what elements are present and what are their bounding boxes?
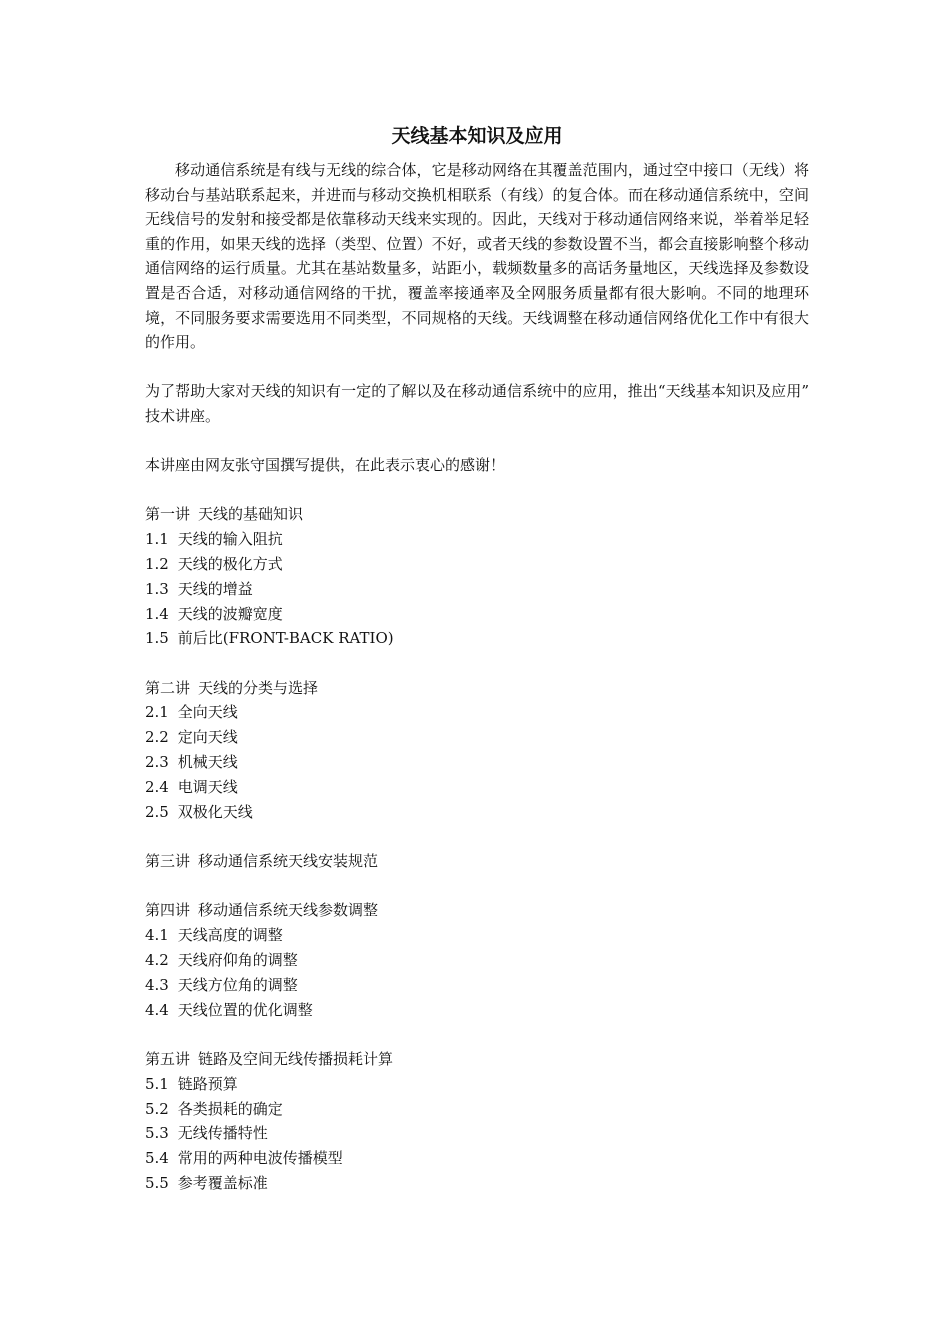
item-number: 5.4 — [145, 1149, 169, 1168]
item-title: 各类损耗的确定 — [177, 1099, 283, 1118]
item-title: 机械天线 — [177, 753, 238, 772]
item-title: 天线的输入阻抗 — [177, 530, 283, 549]
section-gap — [145, 874, 809, 899]
toc-item — [145, 948, 809, 973]
item-title: 无线传播特性 — [177, 1124, 268, 1143]
toc-lecture-heading — [145, 676, 809, 701]
item-title: 电调天线 — [177, 777, 238, 796]
lecture-title: 移动通信系统天线参数调整 — [198, 901, 379, 920]
section-gap — [145, 824, 809, 849]
item-number: 5.2 — [145, 1099, 169, 1118]
item-number: 2.2 — [145, 728, 169, 747]
item-number: 2.1 — [145, 703, 169, 722]
item-number: 5.5 — [145, 1174, 169, 1193]
item-title: 天线高度的调整 — [177, 926, 283, 945]
purpose-paragraph: 为了帮助大家对天线的知识有一定的了解以及在移动通信系统中的应用，推出“天线基本知识及应用” 技术讲座。 — [145, 382, 809, 425]
toc-item — [145, 775, 809, 800]
toc-item — [145, 700, 809, 725]
item-title: 前后比(FRONT-BACK RATIO) — [177, 629, 394, 648]
toc-item — [145, 1171, 809, 1196]
section-gap — [145, 651, 809, 676]
item-title: 双极化天线 — [177, 802, 253, 821]
toc-item — [145, 750, 809, 775]
intro-paragraph: 移动通信系统是有线与无线的综合体，它是移动网络在其覆盖范围内，通过空中接口（无线）将移动台与基站联系起来，并进而与移动交换机相联系（有线）的复合体。而在移动通信系统中，空间无线信号的发射和接受都是依靠移动天线来实现的。因此，天线对于移动通信网络来说，举着举足轻重的作用，如果天线的选择（类型、位置）不好，或者天线的参数设置不当，都会直接影响整个移动通信网络的运行质量。尤其在基站数量多，站距小，载频数量多的高话务量地区，天线选择及参数设置是否合适，对移动通信网络的干扰，覆盖率接通率及全网服务质量都有很大影响。不同的地理环境，不同服务要求需要选用不同类型，不同规格的天线。天线调整在移动通信网络优化工作中有很大的作用。 — [145, 161, 809, 352]
item-number: 5.3 — [145, 1124, 169, 1143]
lecture-title: 链路及空间无线传播损耗计算 — [198, 1050, 394, 1069]
item-number: 1.5 — [145, 629, 169, 648]
document-title: 天线基本知识及应用 — [391, 125, 563, 147]
toc-lecture-3 — [145, 849, 809, 874]
item-number: 4.4 — [145, 1000, 169, 1019]
item-number: 4.3 — [145, 975, 169, 994]
item-number: 5.1 — [145, 1074, 169, 1093]
toc-lecture-4 — [145, 898, 809, 1022]
toc-lecture-1 — [145, 502, 809, 651]
item-number: 2.3 — [145, 753, 169, 772]
item-number: 1.2 — [145, 554, 169, 573]
item-number: 1.3 — [145, 579, 169, 598]
item-title: 参考覆盖标准 — [177, 1174, 268, 1193]
toc-item — [145, 923, 809, 948]
thanks-paragraph: 本讲座由网友张守国撰写提供，在此表示衷心的感谢！ — [145, 456, 506, 475]
section-gap — [145, 1022, 809, 1047]
toc-lecture-heading — [145, 849, 809, 874]
toc-item — [145, 998, 809, 1023]
toc-item — [145, 1121, 809, 1146]
item-number: 2.5 — [145, 802, 169, 821]
document-page — [145, 118, 809, 1196]
lecture-number: 第四讲 — [145, 901, 191, 920]
toc-item — [145, 552, 809, 577]
item-number: 4.1 — [145, 926, 169, 945]
toc-lecture-heading — [145, 1047, 809, 1072]
lecture-number: 第一讲 — [145, 505, 191, 524]
item-title: 天线方位角的调整 — [177, 975, 298, 994]
item-title: 天线的极化方式 — [177, 554, 283, 573]
lecture-number: 第二讲 — [145, 678, 191, 697]
toc-item — [145, 973, 809, 998]
toc-item — [145, 1146, 809, 1171]
toc-item — [145, 626, 809, 651]
toc-item — [145, 1072, 809, 1097]
toc-lecture-2 — [145, 676, 809, 825]
item-title: 定向天线 — [177, 728, 238, 747]
lecture-title: 天线的分类与选择 — [198, 678, 319, 697]
item-title: 天线府仰角的调整 — [177, 951, 298, 970]
lecture-number: 第三讲 — [145, 852, 191, 871]
toc-item — [145, 725, 809, 750]
lecture-number: 第五讲 — [145, 1050, 191, 1069]
item-title: 天线的波瓣宽度 — [177, 604, 283, 623]
item-title: 常用的两种电波传播模型 — [177, 1149, 343, 1168]
item-title: 全向天线 — [177, 703, 238, 722]
toc-item — [145, 800, 809, 825]
toc-item — [145, 527, 809, 552]
item-title: 天线位置的优化调整 — [177, 1000, 313, 1019]
item-number: 2.4 — [145, 777, 169, 796]
toc-item — [145, 577, 809, 602]
paragraph-gap — [145, 478, 809, 503]
lecture-title: 移动通信系统天线安装规范 — [198, 852, 379, 871]
toc-lecture-heading — [145, 502, 809, 527]
toc-item — [145, 602, 809, 627]
item-number: 1.4 — [145, 604, 169, 623]
lecture-title: 天线的基础知识 — [198, 505, 304, 524]
item-title: 天线的增益 — [177, 579, 253, 598]
toc-lecture-heading — [145, 898, 809, 923]
item-number: 4.2 — [145, 951, 169, 970]
paragraph-gap — [145, 355, 809, 380]
item-title: 链路预算 — [177, 1074, 238, 1093]
toc-lecture-5 — [145, 1047, 809, 1196]
item-number: 1.1 — [145, 530, 169, 549]
toc-item — [145, 1097, 809, 1122]
paragraph-gap — [145, 429, 809, 454]
